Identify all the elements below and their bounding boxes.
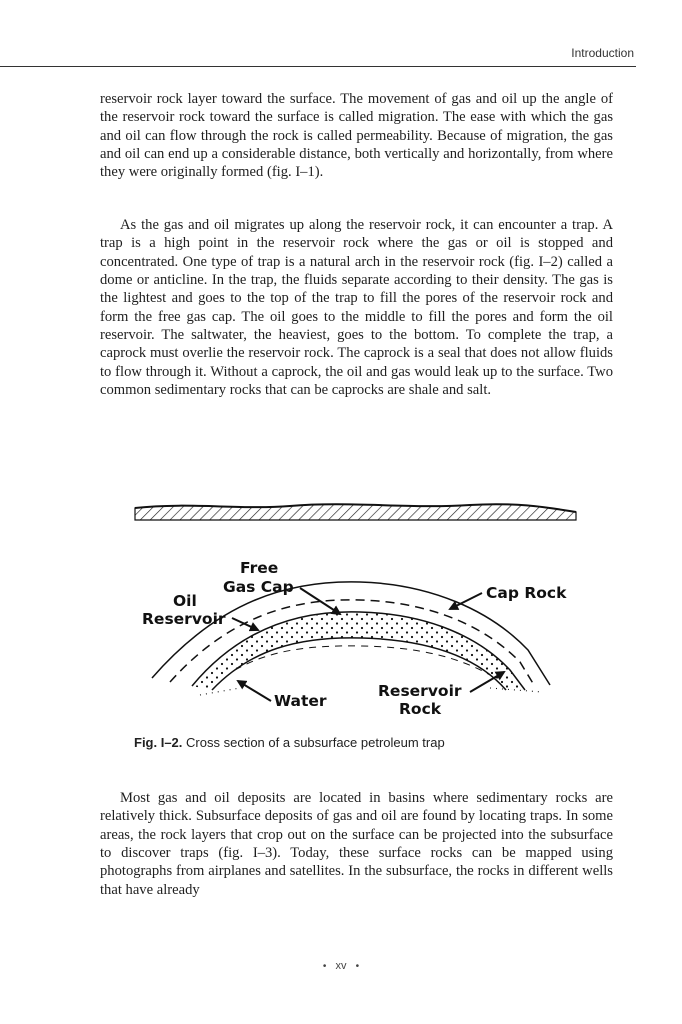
paragraph-3-text: Most gas and oil deposits are located in basins where sedimentary rocks are relatively thick. Subsurface deposits of gas and oil are found by locating traps. In some areas, the rock layers that crop out on the surface can be projected into the subsurface to discover traps (fig. I–3). Today, these surface rocks can be mapped using photographs from airplanes and satellites. In the subsurface, the rocks in different wells that have already [100,790,613,898]
label-water: Water [274,692,327,710]
label-cap-rock: Cap Rock [486,584,567,602]
label-oil: Oil [173,592,197,610]
footer-dot-right: • [355,961,360,972]
label-free: Free [240,559,279,577]
arrow-water [238,681,271,701]
caption-text: Cross section of a subsurface petroleum trap [186,735,445,750]
trap-diagram [130,500,590,725]
page-number: xv [335,960,347,972]
label-rock: Rock [399,700,442,718]
page-footer [0,960,682,972]
header-rule [0,66,636,67]
trap-cross-section-figure [130,500,590,725]
paragraph-1 [100,90,613,182]
figure-caption [134,735,445,750]
label-reservoir: Reservoir [142,610,226,628]
label-gas-cap: Gas Cap [223,578,294,596]
footer-dot-left: • [322,961,327,972]
paragraph-2-text: As the gas and oil migrates up along the reservoir rock, it can encounter a trap. A trap is a high point in the reservoir rock where the gas or oil is stopped and concentrated. One type of trap is a natural arch in the reservoir rock (fig. I–2) called a dome or anticline. In the trap, the fluids separate according to their density. The gas is the lightest and goes to the top of the trap to fill the pores of the reservoir rock and form the free gas cap. The oil goes to the middle to fill the pores and form the oil reservoir. The saltwater, the heaviest, goes to the bottom. To complete the trap, a caprock must overlie the reservoir rock. The caprock is a seal that does not allow fluids to flow through it. Without a caprock, the oil and gas would leak up to the surface. Two common sedimentary rocks that can be caprocks are shale and salt. [100,217,613,399]
running-header: Introduction [571,46,634,60]
paragraph-2 [100,216,613,399]
label-reservoir-2: Reservoir [378,682,462,700]
paragraph-3 [100,789,613,899]
arrow-oil-reservoir [232,618,258,630]
caption-figure-number: Fig. I–2. [134,735,183,750]
paragraph-1-text: reservoir rock layer toward the surface. The movement of gas and oil up the angle of the reservoir rock toward the surface is called migration. The ease with which the gas and oil can flow through the rock is called permeability. Because of migration, the gas and oil can end up a considerable distance, both vertically and horizontally, from where they were originally formed (fig. I–1). [100,91,613,181]
